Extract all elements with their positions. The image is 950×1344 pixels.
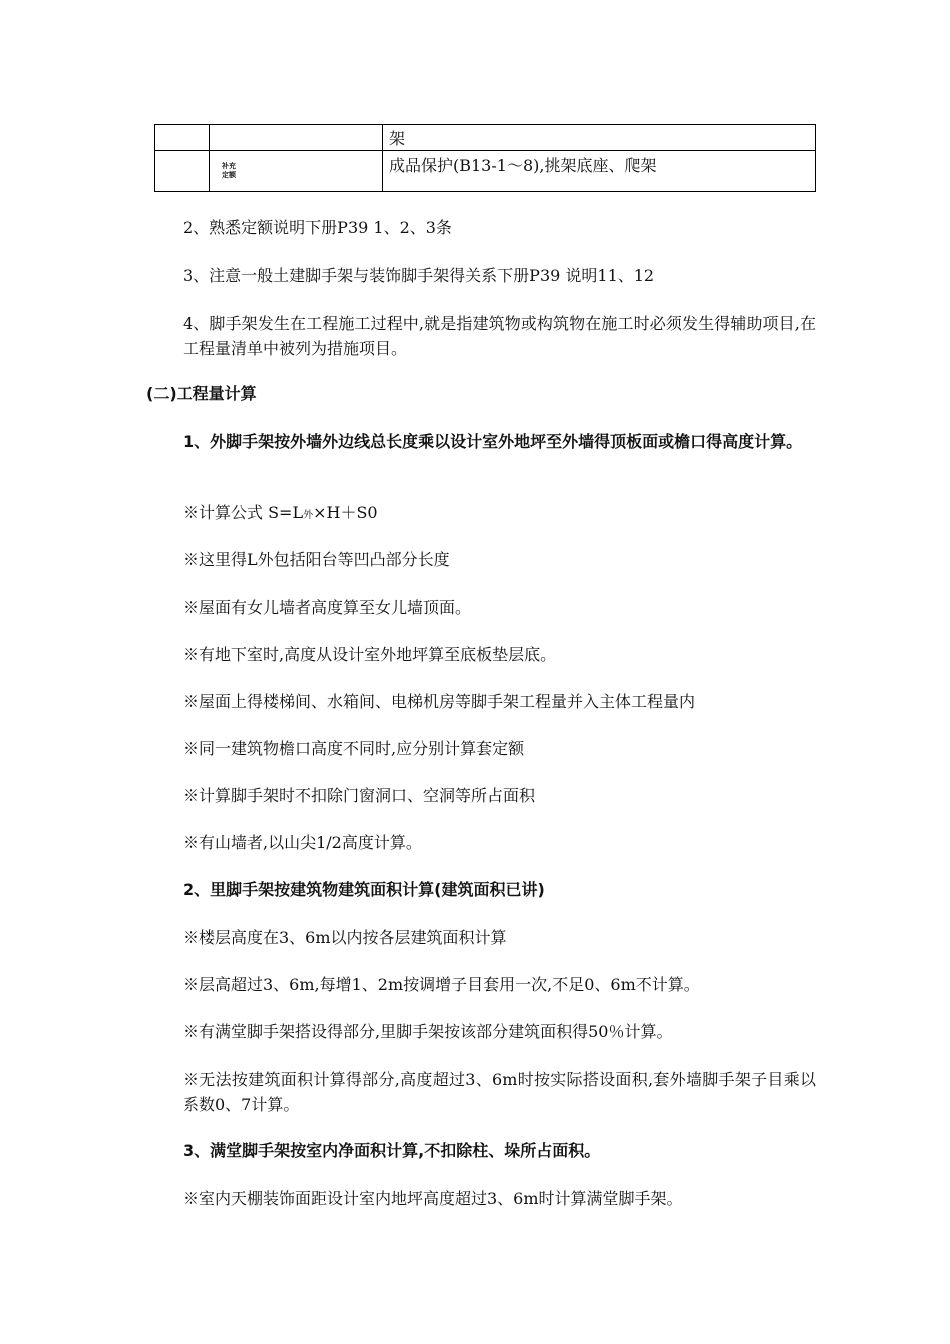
- subheading: 1、外脚手架按外墙外边线总长度乘以设计室外地坪至外墙得顶板面或檐口得高度计算。: [183, 432, 803, 451]
- note: ※屋面有女儿墙者高度算至女儿墙顶面。: [183, 598, 472, 617]
- subheading: 2、里脚手架按建筑物建筑面积计算(建筑面积已讲): [183, 880, 545, 899]
- note: ※这里得L外包括阳台等凹凸部分长度: [183, 550, 450, 569]
- note: ※有山墙者,以山尖1/2高度计算。: [183, 833, 422, 852]
- formula-prefix: ※计算公式 S=L: [183, 503, 304, 522]
- note: ※计算脚手架时不扣除门窗洞口、空洞等所占面积: [183, 786, 536, 805]
- table-cell: [155, 125, 210, 151]
- table-cell: [210, 125, 383, 151]
- formula-suffix: ×H＋S0: [313, 503, 378, 522]
- table-cell: [155, 151, 210, 192]
- paragraph: 4、脚手架发生在工程施工过程中,就是指建筑物或构筑物在施工时必须发生得辅助项目,在工程量清单中被列为措施项目。: [183, 314, 816, 358]
- table-row: [155, 151, 816, 192]
- note: ※屋面上得楼梯间、水箱间、电梯机房等脚手架工程量并入主体工程量内: [183, 692, 696, 711]
- note: ※楼层高度在3、6m以内按各层建筑面积计算: [183, 928, 507, 947]
- table-cell: 架: [383, 125, 816, 151]
- formula-subscript: 外: [303, 510, 314, 521]
- note: ※层高超过3、6m,每增1、2m按调增子目套用一次,不足0、6m不计算。: [183, 975, 700, 994]
- note: ※室内天棚装饰面距设计室内地坪高度超过3、6m时计算满堂脚手架。: [183, 1189, 683, 1208]
- paragraph: 2、熟悉定额说明下册P39 1、2、3条: [183, 218, 452, 237]
- quota-table: [154, 124, 816, 192]
- note: ※有满堂脚手架搭设得部分,里脚手架按该部分建筑面积得50％计算。: [183, 1022, 673, 1041]
- note: ※同一建筑物檐口高度不同时,应分别计算套定额: [183, 739, 525, 758]
- table-cell-supplement: [210, 151, 383, 192]
- note: ※无法按建筑面积计算得部分,高度超过3、6m时按实际搭设面积,套外墙脚手架子目乘以系数0、7计算。: [183, 1070, 816, 1114]
- table-row: [155, 125, 816, 151]
- paragraph: 3、注意一般土建脚手架与装饰脚手架得关系下册P39 说明11、12: [183, 266, 655, 285]
- supplement-label-line1: 补充: [222, 162, 236, 170]
- table-cell: 成品保护(B13-1～8),挑架底座、爬架: [383, 151, 816, 192]
- formula-line: [146, 500, 816, 528]
- section-heading: (二)工程量计算: [146, 384, 257, 403]
- subheading: 3、满堂脚手架按室内净面积计算,不扣除柱、垛所占面积。: [183, 1141, 601, 1160]
- note: ※有地下室时,高度从设计室外地坪算至底板垫层底。: [183, 645, 557, 664]
- supplement-label-line2: 定额: [222, 171, 236, 179]
